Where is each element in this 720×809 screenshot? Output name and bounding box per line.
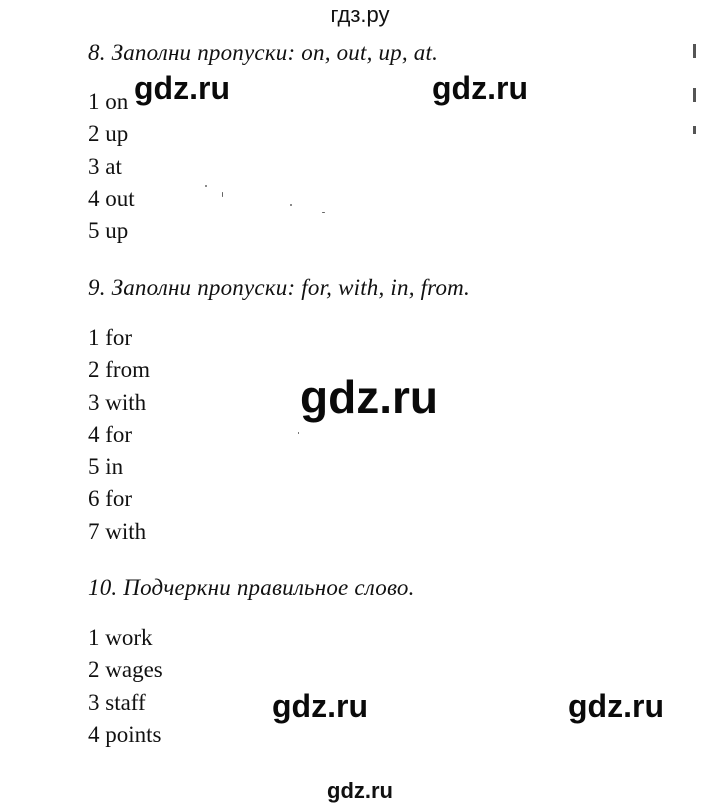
watermark-bottom-right: gdz.ru <box>568 688 664 724</box>
task-10-answers <box>88 622 163 751</box>
scan-speck <box>298 432 299 434</box>
list-item: 1 on <box>88 89 129 114</box>
scan-speck <box>205 185 207 187</box>
list-item: 2 wages <box>88 657 163 683</box>
list-item: 3 staff <box>88 689 146 715</box>
task-9-title: 9. Заполни пропуски: for, with, in, from. <box>88 275 470 300</box>
list-item: 5 up <box>88 218 129 244</box>
list-item: 2 up <box>88 121 129 147</box>
list-item: 1 work <box>88 625 153 650</box>
watermark-top-right: gdz.ru <box>432 70 528 106</box>
list-item: 3 at <box>88 153 122 179</box>
list-item: 2 from <box>88 357 150 383</box>
scan-speck <box>322 212 325 213</box>
watermark-center: gdz.ru <box>300 371 438 423</box>
list-item: 6 for <box>88 486 133 512</box>
scan-edge-mark <box>693 126 696 134</box>
watermark-bottom-left: gdz.ru <box>272 688 368 724</box>
site-header: гдз.ру <box>330 2 390 27</box>
scan-edge-mark <box>693 88 696 102</box>
task-8-title: 8. Заполни пропуски: on, out, up, at. <box>88 40 439 65</box>
watermark-top-left: gdz.ru <box>134 70 230 106</box>
task-10-title: 10. Подчеркни правильное слово. <box>88 575 415 600</box>
list-item: 4 for <box>88 421 133 447</box>
scan-speck <box>290 204 292 206</box>
list-item: 4 points <box>88 721 162 747</box>
site-footer: gdz.ru <box>327 778 393 803</box>
task-8-answers <box>88 86 135 247</box>
task-9-answers <box>88 322 150 548</box>
list-item: 3 with <box>88 389 147 415</box>
scan-speck <box>222 192 223 197</box>
scan-edge-mark <box>693 44 696 58</box>
list-item: 5 in <box>88 454 124 480</box>
list-item: 4 out <box>88 185 135 211</box>
list-item: 1 for <box>88 325 133 350</box>
list-item: 7 with <box>88 518 147 544</box>
